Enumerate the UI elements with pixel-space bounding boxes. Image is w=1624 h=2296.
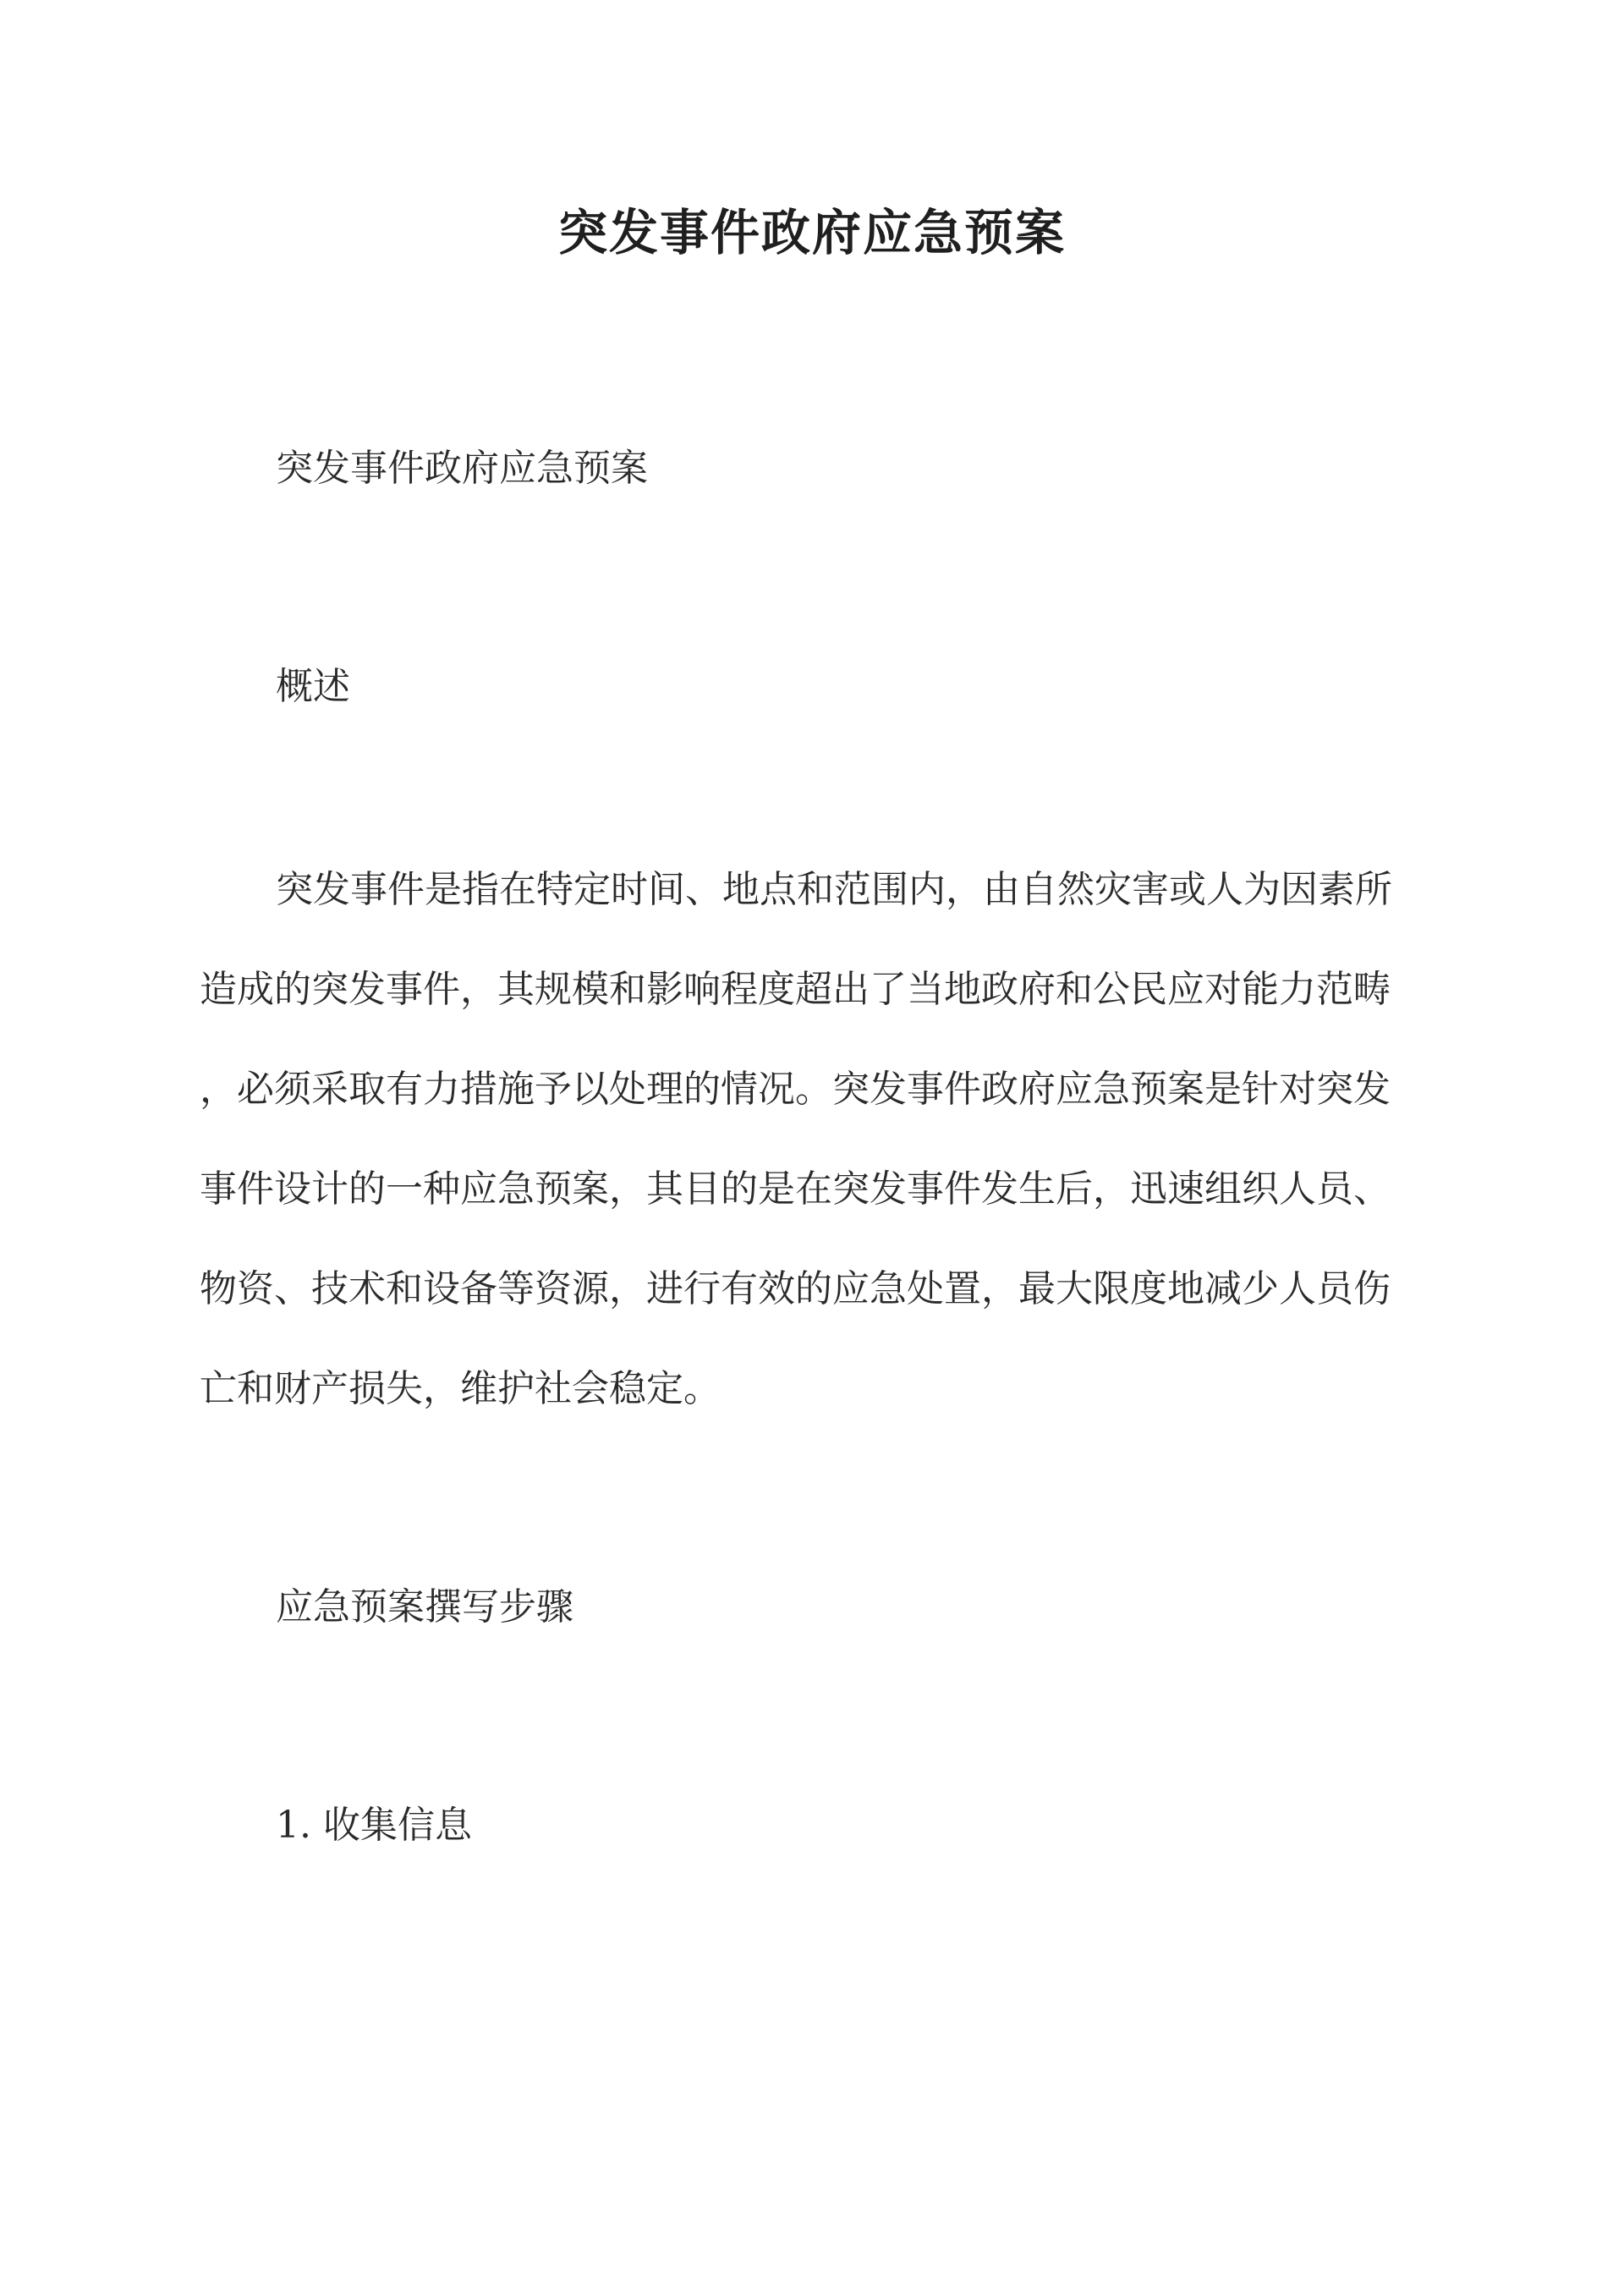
paragraph-line: 物资、技术和设备等资源，进行有效的应急处置，最大限度地减少人员伤	[200, 1267, 1391, 1310]
paragraph-line: 亡和财产损失，维护社会稳定。	[200, 1367, 721, 1410]
paragraph-line: 造成的突发事件，其规模和影响程度超出了当地政府和公民应对能力范畴	[200, 968, 1391, 1011]
document-title: 突发事件政府应急预案	[557, 204, 1066, 261]
document-subtitle: 突发事件政府应急预案	[276, 447, 648, 490]
section-heading-steps: 应急预案撰写步骤	[276, 1585, 573, 1629]
paragraph-line: ，必须采取有力措施予以处理的情况。突发事件政府应急预案是针对突发	[200, 1068, 1391, 1111]
step-item-1: 1. 收集信息	[276, 1804, 472, 1847]
section-heading-overview: 概述	[276, 665, 350, 708]
paragraph-line: 事件设计的一种应急预案，其目的是在突发事件发生后，迅速组织人员、	[200, 1167, 1391, 1211]
paragraph-line: 突发事件是指在特定时间、地点和范围内，由自然灾害或人为因素所	[276, 868, 1392, 911]
